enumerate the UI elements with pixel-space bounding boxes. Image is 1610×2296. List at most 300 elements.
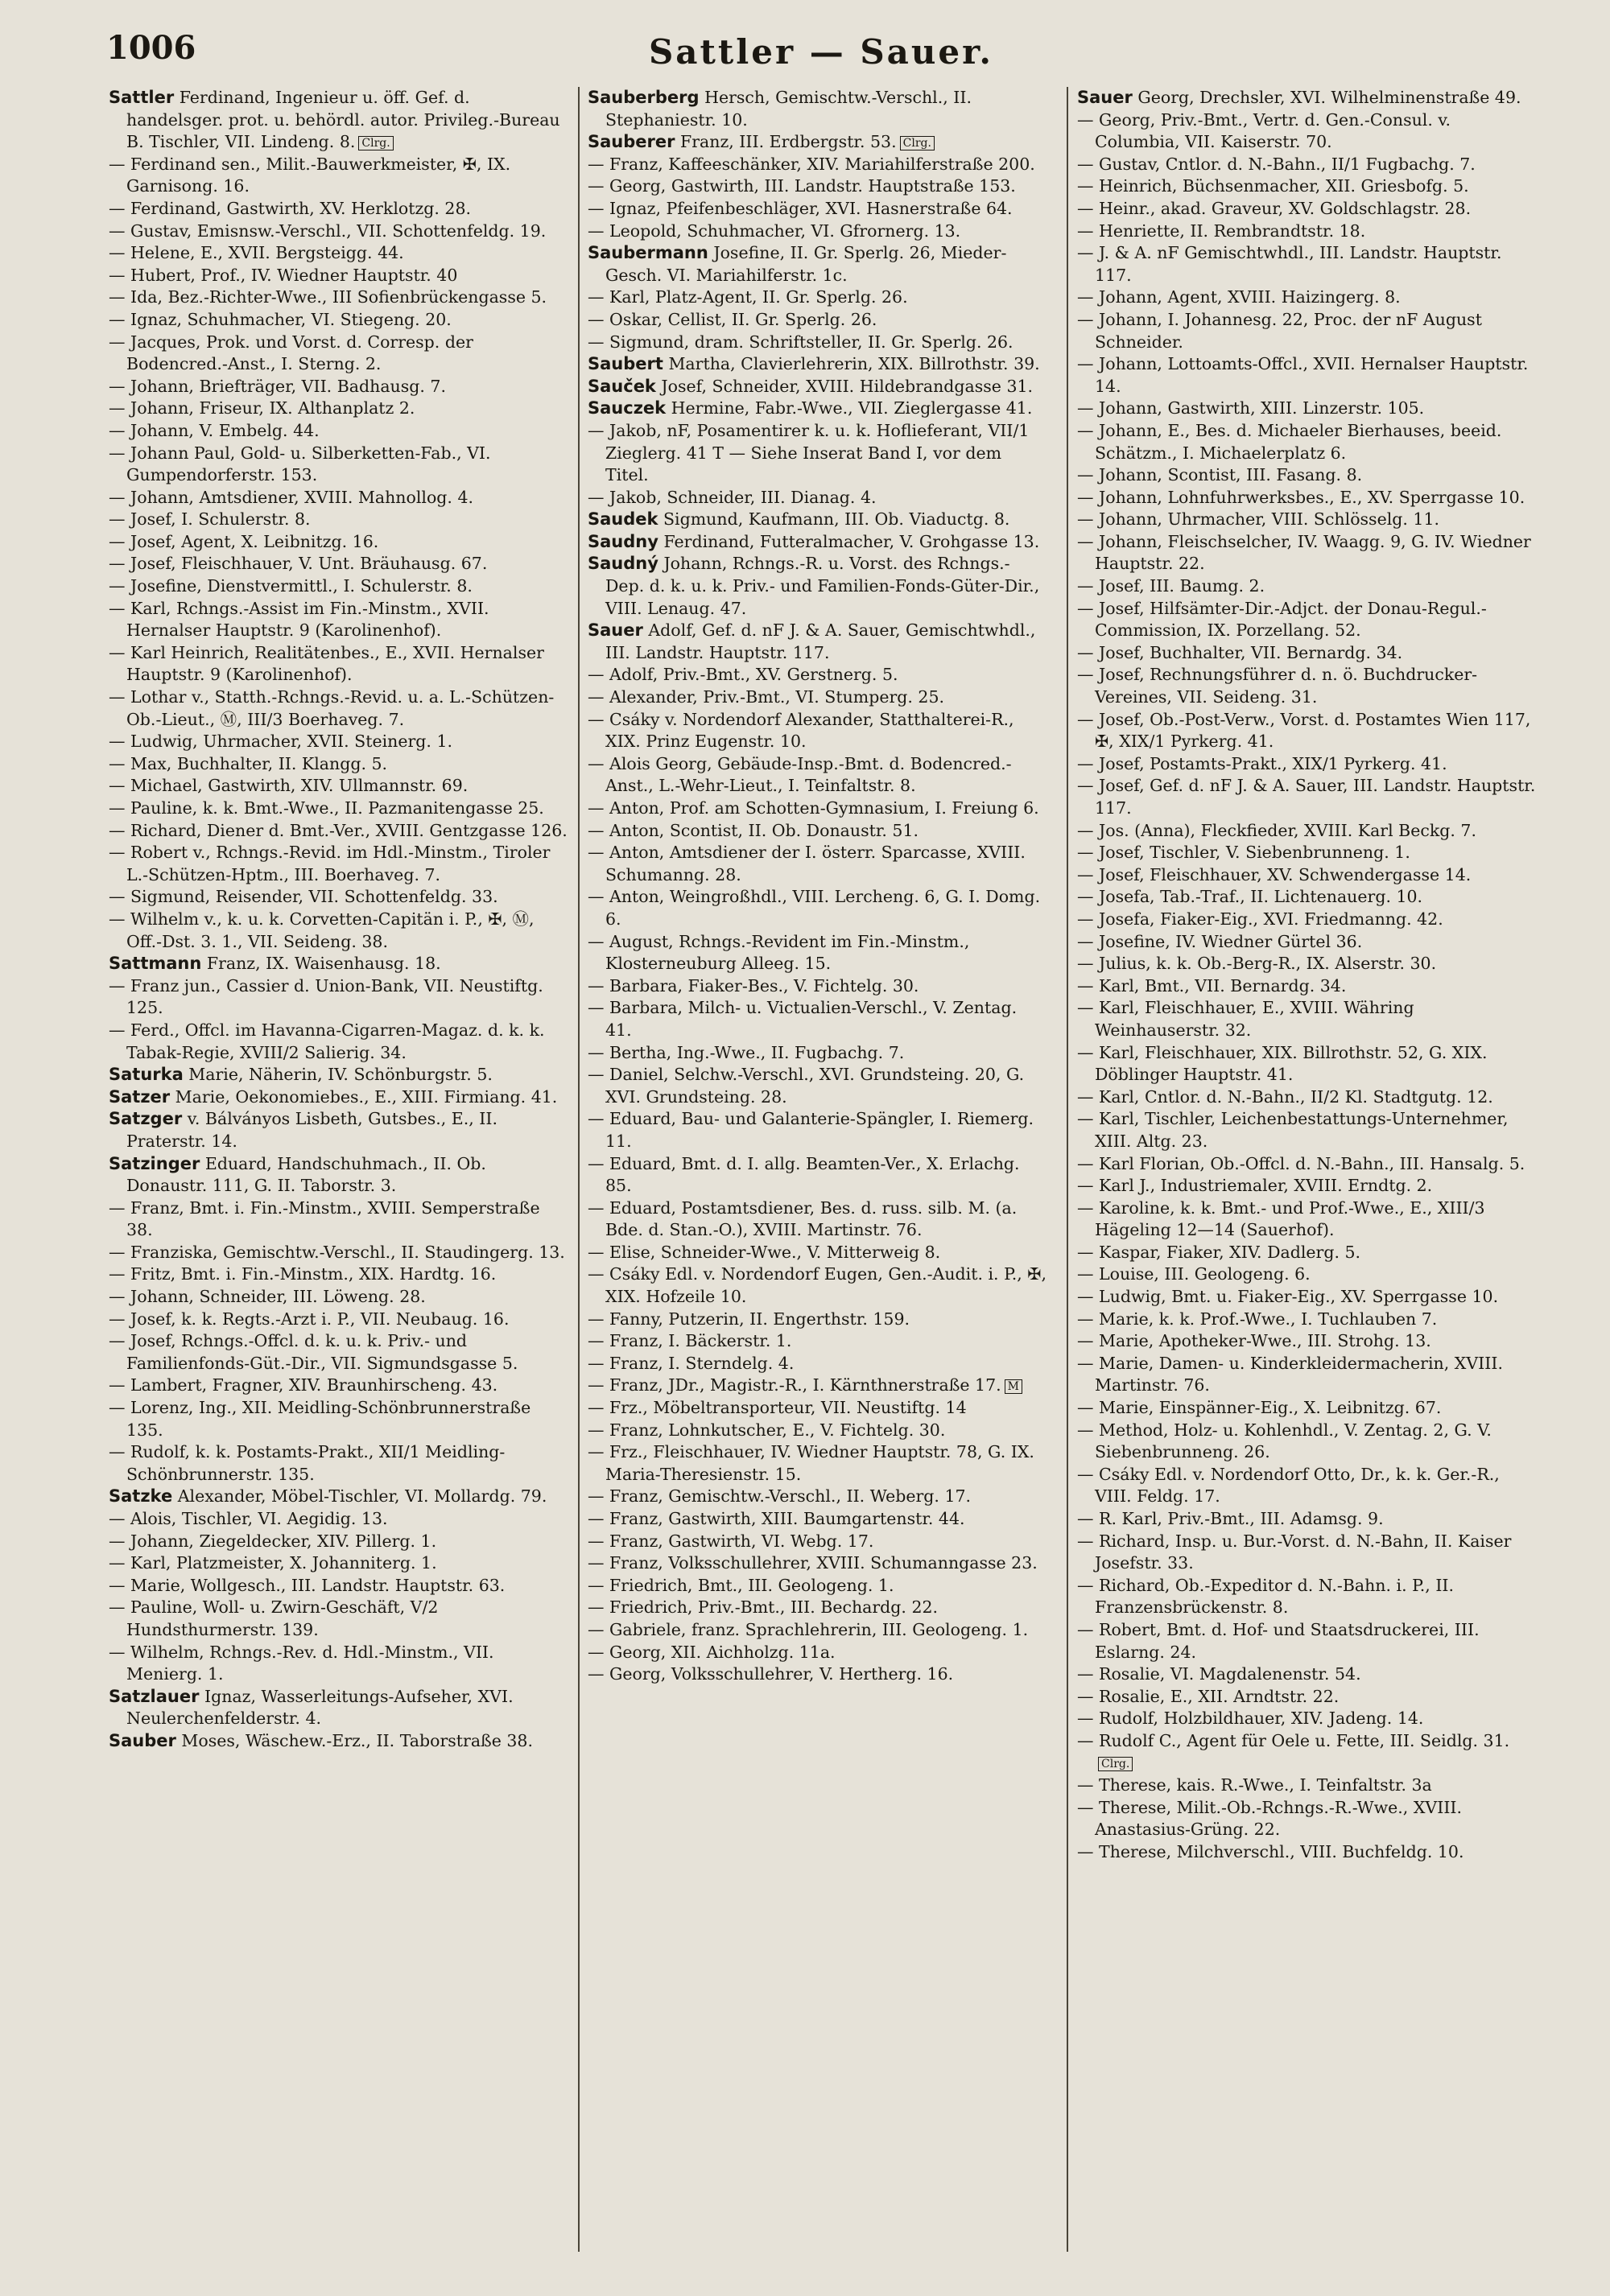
directory-entry xyxy=(109,1486,568,1508)
entry-text: — Josef, Hilfsämter-Dir.-Adjct. der Donau-Regul.-Commission, IX. Porzellang. 52. xyxy=(1077,598,1487,641)
entry-text: — Gabriele, franz. Sprachlehrerin, III. Geologeng. 1. xyxy=(588,1619,1029,1639)
directory-entry xyxy=(109,87,568,154)
directory-entry xyxy=(588,798,1046,820)
directory-entry xyxy=(109,553,568,575)
directory-entry xyxy=(1077,1286,1536,1309)
entry-text: Franz, III. Erdbergstr. 53. xyxy=(675,132,897,152)
directory-entry xyxy=(109,642,568,686)
directory-entry xyxy=(588,1552,1046,1575)
directory-entry xyxy=(1077,1397,1536,1420)
entry-surname: Sattler xyxy=(109,88,175,107)
directory-entry xyxy=(1077,997,1536,1041)
entry-text: — Therese, kais. R.-Wwe., I. Teinfaltstr. 3a xyxy=(1077,1775,1432,1795)
entry-text: — Jacques, Prok. und Vorst. d. Corresp. der Bodencred.-Anst., I. Sterng. 2. xyxy=(109,332,473,374)
entry-surname: Saubert xyxy=(588,354,663,374)
column-divider xyxy=(1067,87,1068,2252)
directory-entry xyxy=(109,309,568,332)
entry-surname: Satzer xyxy=(109,1086,171,1107)
directory-entry xyxy=(109,531,568,554)
entry-text: Hersch, Gemischtw.-Verschl., II. Stephaniestr. 10. xyxy=(605,88,972,130)
directory-entry xyxy=(1077,309,1536,353)
directory-entry xyxy=(109,487,568,509)
entry-text: — Ignaz, Schuhmacher, VI. Stiegeng. 20. xyxy=(109,309,452,329)
directory-entry xyxy=(588,175,1046,198)
directory-entry xyxy=(588,1531,1046,1553)
directory-entry xyxy=(588,1619,1046,1642)
directory-entry xyxy=(1077,975,1536,998)
directory-entry xyxy=(1077,1775,1536,1797)
directory-entry xyxy=(588,154,1046,176)
column-right xyxy=(1077,87,1536,2260)
directory-entry xyxy=(588,87,1046,131)
entry-surname: Sauberberg xyxy=(588,88,700,107)
directory-entry xyxy=(1077,242,1536,286)
directory-entry xyxy=(1077,509,1536,531)
directory-entry xyxy=(588,1663,1046,1686)
entry-text: — Franz, JDr., Magistr.-R., I. Kärnthnerstraße 17. xyxy=(588,1375,1001,1395)
entry-surname: Sauberer xyxy=(588,132,675,152)
entry-text: — Csáky Edl. v. Nordendorf Eugen, Gen.-Audit. i. P., ✠, XIX. Hofzeile 10. xyxy=(588,1264,1046,1307)
directory-entry xyxy=(1077,221,1536,243)
entry-text: — Barbara, Fiaker-Bes., V. Fichtelg. 30. xyxy=(588,975,919,995)
directory-entry xyxy=(588,842,1046,886)
entry-text: — Rudolf, k. k. Postamts-Prakt., XII/1 Meidling-Schönbrunnerstr. 135. xyxy=(109,1442,506,1484)
entry-text: — Daniel, Selchw.-Verschl., XVI. Grundsteing. 20, G. XVI. Grundsteing. 28. xyxy=(588,1065,1025,1107)
directory-entry xyxy=(588,509,1046,531)
directory-entry xyxy=(109,1575,568,1597)
entry-text: — Franz, I. Sterndelg. 4. xyxy=(588,1353,795,1373)
entry-text: — Fanny, Putzerin, II. Engerthstr. 159. xyxy=(588,1309,910,1329)
directory-entry xyxy=(1077,87,1536,109)
entry-text: Marie, Oekonomiebes., E., XIII. Firmiang. 41. xyxy=(170,1086,558,1107)
directory-entry xyxy=(588,1441,1046,1486)
entry-surname: Sauczek xyxy=(588,398,667,418)
entry-text: — Ludwig, Uhrmacher, XVII. Steinerg. 1. xyxy=(109,732,452,752)
entry-text: — Josef, Rechnungsführer d. n. ö. Buchdrucker-Vereines, VII. Seideng. 31. xyxy=(1077,665,1478,707)
directory-entry xyxy=(588,1508,1046,1531)
entry-text: Alexander, Möbel-Tischler, VI. Mollardg. 79. xyxy=(172,1486,547,1507)
entry-text: — Karl J., Industriemaler, XVIII. Erndtg. 2. xyxy=(1077,1176,1433,1196)
entry-text: — Leopold, Schuhmacher, VI. Gfrornerg. 13. xyxy=(588,221,961,241)
entry-text: — Marie, Apotheker-Wwe., III. Strohg. 13. xyxy=(1077,1331,1431,1351)
entry-text: — Ferd., Offcl. im Havanna-Cigarren-Magaz. d. k. k. Tabak-Regie, XVIII/2 Salierig. 34. xyxy=(109,1020,545,1062)
entry-surname: Saudny xyxy=(588,531,658,551)
directory-entry xyxy=(109,1730,568,1753)
directory-entry xyxy=(109,909,568,953)
entry-text: — Johann, Schneider, III. Löweng. 28. xyxy=(109,1287,426,1307)
directory-entry xyxy=(1077,575,1536,598)
entry-text: — Marie, Wollgesch., III. Landstr. Hauptstr. 63. xyxy=(109,1575,506,1595)
directory-entry xyxy=(588,1330,1046,1353)
entry-text: — Josefine, Dienstvermittl., I. Schulerstr. 8. xyxy=(109,576,473,596)
directory-entry xyxy=(588,398,1046,420)
entry-text: — Josefa, Fiaker-Eig., XVI. Friedmanng. 42. xyxy=(1077,909,1443,929)
entry-text: Eduard, Handschuhmach., II. Ob. Donaustr. 111, G. II. Taborstr. 3. xyxy=(126,1153,486,1196)
entry-text: — Kaspar, Fiaker, XIV. Dadlerg. 5. xyxy=(1077,1242,1361,1262)
entry-text: — Johann, Uhrmacher, VIII. Schlösselg. 11. xyxy=(1077,509,1440,530)
entry-text: — Franz, Gemischtw.-Verschl., II. Weberg. 17. xyxy=(588,1486,972,1507)
directory-entry xyxy=(588,1486,1046,1508)
directory-entry xyxy=(588,686,1046,709)
entry-text: — Frz., Fleischhauer, IV. Wiedner Hauptstr. 78, G. IX. Maria-Theresienstr. 15. xyxy=(588,1442,1034,1484)
entry-text: — Karl, Platzmeister, X. Johanniterg. 1. xyxy=(109,1553,437,1573)
entry-text: — Frz., Möbeltransporteur, VII. Neustiftg. 14 xyxy=(588,1398,967,1418)
entry-text: — Anton, Scontist, II. Ob. Donaustr. 51. xyxy=(588,820,919,840)
entry-text: — Karl, Cntlor. d. N.-Bahn., II/2 Kl. Stadtgutg. 12. xyxy=(1077,1086,1493,1107)
entry-text: — Josef, Tischler, V. Siebenbrunneng. 1. xyxy=(1077,843,1410,863)
entry-text: — Karoline, k. k. Bmt.- und Prof.-Wwe., E., XIII/3 Hägeling 12—14 (Sauerhof). xyxy=(1077,1197,1485,1240)
directory-entry xyxy=(1077,753,1536,776)
directory-entry xyxy=(588,1353,1046,1375)
entry-text: Josefine, II. Gr. Sperlg. 26, Mieder-Gesch. VI. Mariahilferstr. 1c. xyxy=(605,243,1007,285)
directory-entry xyxy=(1077,353,1536,398)
directory-entry xyxy=(588,886,1046,930)
directory-entry xyxy=(1077,864,1536,887)
directory-entry xyxy=(109,1597,568,1641)
directory-entry xyxy=(109,1375,568,1397)
directory-entry xyxy=(109,1508,568,1531)
entry-text: — Michael, Gastwirth, XIV. Ullmannstr. 69. xyxy=(109,776,469,796)
directory-entry xyxy=(1077,464,1536,487)
directory-entry xyxy=(109,975,568,1020)
directory-entry xyxy=(588,709,1046,753)
directory-entry xyxy=(109,376,568,398)
entry-surname: Satzinger xyxy=(109,1153,200,1173)
entry-text: — Julius, k. k. Ob.-Berg-R., IX. Alserstr. 30. xyxy=(1077,954,1437,974)
entry-text: — Johann, I. Johannesg. 22, Proc. der nF August Schneider. xyxy=(1077,309,1482,352)
entry-text: — Josef, Rchngs.-Offcl. d. k. u. k. Priv.- und Familienfonds-Güt.-Dir., VII. Sigmundsgasse 5. xyxy=(109,1331,518,1373)
directory-entry xyxy=(588,1575,1046,1597)
directory-entry xyxy=(1077,1420,1536,1464)
directory-entry xyxy=(1077,487,1536,509)
entry-surname: Sauer xyxy=(588,620,643,641)
directory-entry xyxy=(588,620,1046,664)
directory-entry xyxy=(1077,642,1536,665)
directory-entry xyxy=(1077,909,1536,931)
directory-entry xyxy=(109,598,568,642)
entry-text: Ferdinand, Ingenieur u. öff. Gef. d. handelsger. prot. u. behördl. autor. Privileg.-Bureau B. Tischler, VII. Lindeng. 8. xyxy=(126,88,560,152)
entry-text: — Eduard, Bau- und Galanterie-Spängler, I. Riemerg. 11. xyxy=(588,1109,1034,1151)
directory-entry xyxy=(109,575,568,598)
directory-entry xyxy=(109,1441,568,1486)
directory-entry xyxy=(588,1042,1046,1065)
entry-text: — Bertha, Ing.-Wwe., II. Fugbachg. 7. xyxy=(588,1042,905,1062)
directory-entry xyxy=(1077,1242,1536,1264)
directory-entry xyxy=(588,198,1046,221)
directory-entry xyxy=(588,1242,1046,1264)
directory-entry xyxy=(1077,175,1536,198)
entry-surname: Saubermann xyxy=(588,243,708,263)
entry-text: — Pauline, Woll- u. Zwirn-Geschäft, V/2 Hundsthurmerstr. 139. xyxy=(109,1597,439,1639)
entry-text: — Friedrich, Bmt., III. Geologeng. 1. xyxy=(588,1575,894,1595)
entry-text: — Alois Georg, Gebäude-Insp.-Bmt. d. Bodencred.-Anst., L.-Wehr-Lieut., I. Teinfaltstr. 8. xyxy=(588,753,1012,796)
directory-entry xyxy=(109,1108,568,1152)
directory-entry xyxy=(1077,953,1536,975)
entry-text: — Eduard, Bmt. d. I. allg. Beamten-Ver., X. Erlachg. 85. xyxy=(588,1153,1020,1196)
directory-entry xyxy=(109,686,568,731)
entry-text: — Josef, III. Baumg. 2. xyxy=(1077,576,1265,596)
directory-entry xyxy=(588,1263,1046,1308)
entry-text: — Therese, Milchverschl., VIII. Buchfeldg. 10. xyxy=(1077,1841,1464,1861)
directory-entry xyxy=(109,1242,568,1264)
entry-surname: Sauček xyxy=(588,376,656,396)
entry-text: — Karl Florian, Ob.-Offcl. d. N.-Bahn., III. Hansalg. 5. xyxy=(1077,1153,1525,1173)
directory-entry xyxy=(109,154,568,198)
directory-entry xyxy=(109,265,568,287)
directory-entry xyxy=(588,975,1046,998)
directory-entry xyxy=(1077,1575,1536,1619)
entry-text: — Johann, Friseur, IX. Althanplatz 2. xyxy=(109,398,415,418)
entry-text: — Wilhelm, Rchngs.-Rev. d. Hdl.-Minstm., VII. Menierg. 1. xyxy=(109,1642,494,1684)
entry-text: — August, Rchngs.-Revident im Fin.-Minstm., Klosterneuburg Alleeg. 15. xyxy=(588,931,970,974)
entry-text: — Karl, Platz-Agent, II. Gr. Sperlg. 26. xyxy=(588,287,908,307)
entry-surname: Saturka xyxy=(109,1065,184,1085)
entry-text: — Hubert, Prof., IV. Wiedner Hauptstr. 40 xyxy=(109,265,458,285)
entry-text: — Franz jun., Cassier d. Union-Bank, VII. Neustiftg. 125. xyxy=(109,975,543,1018)
entry-text: — Karl, Fleischhauer, XIX. Billrothstr. 52, G. XIX. Döblinger Hauptstr. 41. xyxy=(1077,1042,1488,1085)
directory-entry xyxy=(1077,398,1536,420)
directory-entry xyxy=(1077,1263,1536,1286)
entry-text: — Karl Heinrich, Realitätenbes., E., XVII. Hernalser Hauptstr. 9 (Karolinenhof). xyxy=(109,642,544,685)
entry-text: — Josef, Buchhalter, VII. Bernardg. 34. xyxy=(1077,642,1403,662)
entry-text: Sigmund, Kaufmann, III. Ob. Viaductg. 8. xyxy=(658,509,1010,530)
entry-badge: M xyxy=(1005,1379,1022,1394)
entry-surname: Satzger xyxy=(109,1109,183,1129)
entry-text: — Helene, E., XVII. Bergsteigg. 44. xyxy=(109,243,404,263)
entry-text: — Franz, I. Bäckerstr. 1. xyxy=(588,1331,792,1351)
entry-text: — R. Karl, Priv.-Bmt., III. Adamsg. 9. xyxy=(1077,1509,1384,1528)
directory-entry xyxy=(1077,842,1536,864)
entry-text: — Alexander, Priv.-Bmt., VI. Stumperg. 25. xyxy=(588,687,945,707)
entry-badge: Clrg. xyxy=(358,136,393,150)
entry-text: — Lambert, Fragner, XIV. Braunhirscheng. 43. xyxy=(109,1375,498,1395)
entry-text: — Josef, Fleischhauer, V. Unt. Bräuhausg. 67. xyxy=(109,554,488,574)
entry-text: — Josef, I. Schulerstr. 8. xyxy=(109,509,311,530)
directory-entry xyxy=(588,1108,1046,1152)
directory-entry xyxy=(588,353,1046,376)
entry-text: — Karl, Tischler, Leichenbestattungs-Unternehmer, XIII. Altg. 23. xyxy=(1077,1109,1509,1151)
entry-text: — Josefine, IV. Wiedner Gürtel 36. xyxy=(1077,931,1363,951)
entry-text: — Josef, k. k. Regts.-Arzt i. P., VII. Neubaug. 16. xyxy=(109,1309,510,1329)
entry-surname: Saudek xyxy=(588,509,658,530)
directory-entry xyxy=(1077,1042,1536,1086)
entry-surname: Saudný xyxy=(588,554,658,574)
directory-entry xyxy=(1077,1353,1536,1397)
entry-surname: Sattmann xyxy=(109,954,202,974)
entry-text: — Eduard, Postamtsdiener, Bes. d. russ. silb. M. (a. Bde. d. Stan.-O.), XVIII. Martinstr. 76. xyxy=(588,1197,1018,1240)
entry-text: — Barbara, Milch- u. Victualien-Verschl., V. Zentag. 41. xyxy=(588,998,1018,1040)
directory-entry xyxy=(109,1286,568,1309)
directory-entry xyxy=(109,198,568,221)
directory-entry xyxy=(588,820,1046,843)
entry-badge: Clrg. xyxy=(1098,1757,1133,1771)
entry-text: — Karl, Bmt., VII. Bernardg. 34. xyxy=(1077,975,1347,995)
entry-text: — Georg, Gastwirth, III. Landstr. Hauptstraße 153. xyxy=(588,176,1016,196)
directory-entry xyxy=(1077,154,1536,176)
directory-entry xyxy=(109,886,568,909)
directory-entry xyxy=(1077,664,1536,708)
directory-entry xyxy=(1077,531,1536,575)
directory-entry xyxy=(109,775,568,798)
directory-entry xyxy=(109,1064,568,1086)
entry-text: — Gustav, Cntlor. d. N.-Bahn., II/1 Fugbachg. 7. xyxy=(1077,154,1476,174)
entry-text: — Fritz, Bmt. i. Fin.-Minstm., XIX. Hardtg. 16. xyxy=(109,1264,497,1284)
entry-text: — Josef, Postamts-Prakt., XIX/1 Pyrkerg. 41. xyxy=(1077,753,1447,773)
directory-entry xyxy=(109,953,568,975)
entry-text: — Marie, Damen- u. Kinderkleidermacherin, XVIII. Martinstr. 76. xyxy=(1077,1353,1503,1395)
entry-surname: Sauer xyxy=(1077,88,1133,107)
directory-entry xyxy=(588,420,1046,487)
entry-text: — Max, Buchhalter, II. Klangg. 5. xyxy=(109,753,388,773)
entry-text: — Lothar v., Statth.-Rchngs.-Revid. u. a. L.-Schützen-Ob.-Lieut., Ⓜ, III/3 Boerhaveg. 7. xyxy=(109,687,555,729)
directory-entry xyxy=(1077,1730,1536,1775)
entry-text: Ferdinand, Futteralmacher, V. Grohgasse 13. xyxy=(658,531,1040,551)
directory-entry xyxy=(109,1263,568,1286)
entry-text: — Josef, Fleischhauer, XV. Schwendergasse 14. xyxy=(1077,864,1472,884)
entry-text: — Adolf, Priv.-Bmt., XV. Gerstnerg. 5. xyxy=(588,665,898,685)
directory-entry xyxy=(588,221,1046,243)
entry-text: v. Bálványos Lisbeth, Gutsbes., E., II. Praterstr. 14. xyxy=(126,1109,498,1151)
entry-text: — Louise, III. Geologeng. 6. xyxy=(1077,1264,1311,1284)
page-header xyxy=(97,23,1546,79)
entry-text: — Franz, Lohnkutscher, E., V. Fichtelg. 30. xyxy=(588,1420,946,1440)
entry-badge: Clrg. xyxy=(900,136,935,150)
entry-text: — Marie, Einspänner-Eig., X. Leibnitzg. 67. xyxy=(1077,1398,1442,1418)
entry-text: Georg, Drechsler, XVI. Wilhelminenstraße 49. xyxy=(1132,88,1521,107)
entry-text: — Karl, Fleischhauer, E., XVIII. Währing Weinhauserstr. 32. xyxy=(1077,998,1414,1040)
entry-text: — Elise, Schneider-Wwe., V. Mitterweig 8. xyxy=(588,1242,941,1262)
directory-entry xyxy=(1077,1086,1536,1109)
directory-entry xyxy=(109,731,568,753)
directory-entry xyxy=(1077,1797,1536,1841)
directory-entry xyxy=(109,1020,568,1064)
entry-text: Adolf, Gef. d. nF J. & A. Sauer, Gemischtwhdl., III. Landstr. Hauptstr. 117. xyxy=(605,620,1036,662)
entry-text: — Johann, Fleischselcher, IV. Waagg. 9, G. IV. Wiedner Hauptstr. 22. xyxy=(1077,531,1531,574)
directory-entry xyxy=(109,1330,568,1375)
directory-entry xyxy=(1077,1108,1536,1152)
entry-text: — Josef, Gef. d. nF J. & A. Sauer, III. Landstr. Hauptstr. 117. xyxy=(1077,776,1536,818)
entry-text: — Heinr., akad. Graveur, XV. Goldschlagstr. 28. xyxy=(1077,198,1472,218)
entry-text: — Oskar, Cellist, II. Gr. Sperlg. 26. xyxy=(588,309,877,329)
directory-entry xyxy=(588,1642,1046,1664)
directory-entry xyxy=(1077,1531,1536,1575)
directory-entry xyxy=(1077,1153,1536,1176)
entry-text: — Richard, Insp. u. Bur.-Vorst. d. N.-Bahn, II. Kaiser Josefstr. 33. xyxy=(1077,1531,1512,1573)
entry-text: Josef, Schneider, XVIII. Hildebrandgasse 31. xyxy=(655,376,1034,396)
directory-entry xyxy=(1077,286,1536,309)
directory-entry xyxy=(109,1552,568,1575)
entry-text: — Anton, Weingroßhdl., VIII. Lercheng. 6, G. I. Domg. 6. xyxy=(588,887,1041,929)
entry-text: — Franz, Gastwirth, XIII. Baumgartenstr. 44. xyxy=(588,1509,965,1528)
directory-entry xyxy=(1077,931,1536,954)
entry-surname: Satzlauer xyxy=(109,1686,200,1706)
directory-entry xyxy=(1077,420,1536,464)
directory-entry xyxy=(109,1153,568,1197)
directory-entry xyxy=(588,1420,1046,1442)
entry-text: — Ludwig, Bmt. u. Fiaker-Eig., XV. Sperrgasse 10. xyxy=(1077,1287,1499,1307)
directory-entry xyxy=(1077,1330,1536,1353)
entry-text: — Pauline, k. k. Bmt.-Wwe., II. Pazmanitengasse 25. xyxy=(109,798,544,818)
directory-entry xyxy=(109,1397,568,1441)
entry-text: — Therese, Milit.-Ob.-Rchngs.-R.-Wwe., XVIII. Anastasius-Grüng. 22. xyxy=(1077,1797,1463,1840)
entry-text: — Johann Paul, Gold- u. Silberketten-Fab., VI. Gumpendorferstr. 153. xyxy=(109,443,491,485)
entry-text: — Csáky v. Nordendorf Alexander, Statthalterei-R., XIX. Prinz Eugenstr. 10. xyxy=(588,709,1014,752)
entry-text: Marie, Näherin, IV. Schönburgstr. 5. xyxy=(183,1065,493,1085)
directory-entry xyxy=(588,1197,1046,1242)
directory-entry xyxy=(1077,598,1536,642)
directory-entry xyxy=(1077,109,1536,154)
directory-entry xyxy=(109,221,568,243)
directory-entry xyxy=(1077,1175,1536,1197)
directory-entry xyxy=(588,753,1046,798)
entry-text: — Henriette, II. Rembrandtstr. 18. xyxy=(1077,221,1366,241)
directory-entry xyxy=(109,1197,568,1242)
entry-text: — Richard, Ob.-Expeditor d. N.-Bahn. i. P., II. Franzensbrückenstr. 8. xyxy=(1077,1575,1455,1618)
entry-text: — Richard, Diener d. Bmt.-Ver., XVIII. Gentzgasse 126. xyxy=(109,820,568,840)
entry-text: — Anton, Prof. am Schotten-Gymnasium, I. Freiung 6. xyxy=(588,798,1039,818)
entry-text: — Rudolf, Holzbildhauer, XIV. Jadeng. 14. xyxy=(1077,1709,1424,1729)
directory-entry xyxy=(588,997,1046,1041)
entry-text: — Johann, Ziegeldecker, XIV. Pillerg. 1. xyxy=(109,1531,437,1551)
directory-entry xyxy=(588,1064,1046,1108)
directory-entry xyxy=(1077,1663,1536,1686)
entry-text: — Johann, Lottoamts-Offcl., XVII. Hernalser Hauptstr. 14. xyxy=(1077,354,1529,396)
directory-entry xyxy=(1077,1686,1536,1709)
entry-text: — Friedrich, Priv.-Bmt., III. Bechardg. 22. xyxy=(588,1597,939,1618)
entry-text: — Franziska, Gemischtw.-Verschl., II. Staudingerg. 13. xyxy=(109,1242,565,1262)
entry-text: — Johann, V. Embelg. 44. xyxy=(109,420,320,440)
entry-text: — Robert, Bmt. d. Hof- und Staatsdruckerei, III. Eslarng. 24. xyxy=(1077,1619,1480,1662)
running-head: Sattler — Sauer. xyxy=(648,32,994,72)
entry-text: — Rudolf C., Agent für Oele u. Fette, III. Seidlg. 31. xyxy=(1077,1730,1510,1750)
directory-entry xyxy=(109,286,568,309)
directory-entry xyxy=(588,242,1046,286)
directory-entry xyxy=(588,309,1046,332)
directory-entry xyxy=(1077,1309,1536,1331)
entry-text: — Ignaz, Pfeifenbeschläger, XVI. Hasnerstraße 64. xyxy=(588,198,1013,218)
directory-entry xyxy=(109,798,568,820)
directory-entry xyxy=(588,332,1046,354)
directory-entry xyxy=(109,332,568,376)
directory-entry xyxy=(1077,1197,1536,1242)
directory-entry xyxy=(109,398,568,420)
directory-entry xyxy=(109,1531,568,1553)
entry-text: Ignaz, Wasserleitungs-Aufseher, XVI. Neulerchenfelderstr. 4. xyxy=(126,1686,514,1729)
entry-text: — Karl, Rchngs.-Assist im Fin.-Minstm., XVII. Hernalser Hauptstr. 9 (Karolinenhof). xyxy=(109,598,489,641)
directory-entry xyxy=(1077,886,1536,909)
column-divider xyxy=(578,87,580,2252)
directory-entry xyxy=(1077,1464,1536,1508)
directory-entry xyxy=(109,820,568,843)
entry-text: — Johann, Agent, XVIII. Haizingerg. 8. xyxy=(1077,287,1401,307)
entry-text: — Franz, Gastwirth, VI. Webg. 17. xyxy=(588,1531,874,1551)
entry-text: — Csáky Edl. v. Nordendorf Otto, Dr., k. k. Ger.-R., VIII. Feldg. 17. xyxy=(1077,1464,1500,1507)
entry-text: — Rosalie, E., XII. Arndtstr. 22. xyxy=(1077,1686,1340,1706)
directory-entry xyxy=(109,1642,568,1686)
entry-text: — Franz, Kaffeeschänker, XIV. Mariahilferstraße 200. xyxy=(588,154,1035,174)
entry-text: — Ferdinand, Gastwirth, XV. Herklotzg. 28. xyxy=(109,198,472,218)
directory-entry xyxy=(109,443,568,487)
directory-entry xyxy=(588,1597,1046,1619)
entry-text: — Jakob, nF, Posamentirer k. u. k. Hoflieferant, VII/1 Zieglerg. 41 T — Siehe Inserat Band I, vor dem Titel. xyxy=(588,420,1030,485)
directory-entry xyxy=(1077,1619,1536,1663)
entry-text: Franz, IX. Waisenhausg. 18. xyxy=(201,954,441,974)
directory-entry xyxy=(588,664,1046,686)
entry-text: — Ida, Bez.-Richter-Wwe., III Sofienbrückengasse 5. xyxy=(109,287,547,307)
entry-text: Martha, Clavierlehrerin, XIX. Billrothstr. 39. xyxy=(663,354,1040,374)
entry-text: — Johann, Amtsdiener, XVIII. Mahnollog. 4. xyxy=(109,487,474,507)
directory-entry xyxy=(109,753,568,776)
